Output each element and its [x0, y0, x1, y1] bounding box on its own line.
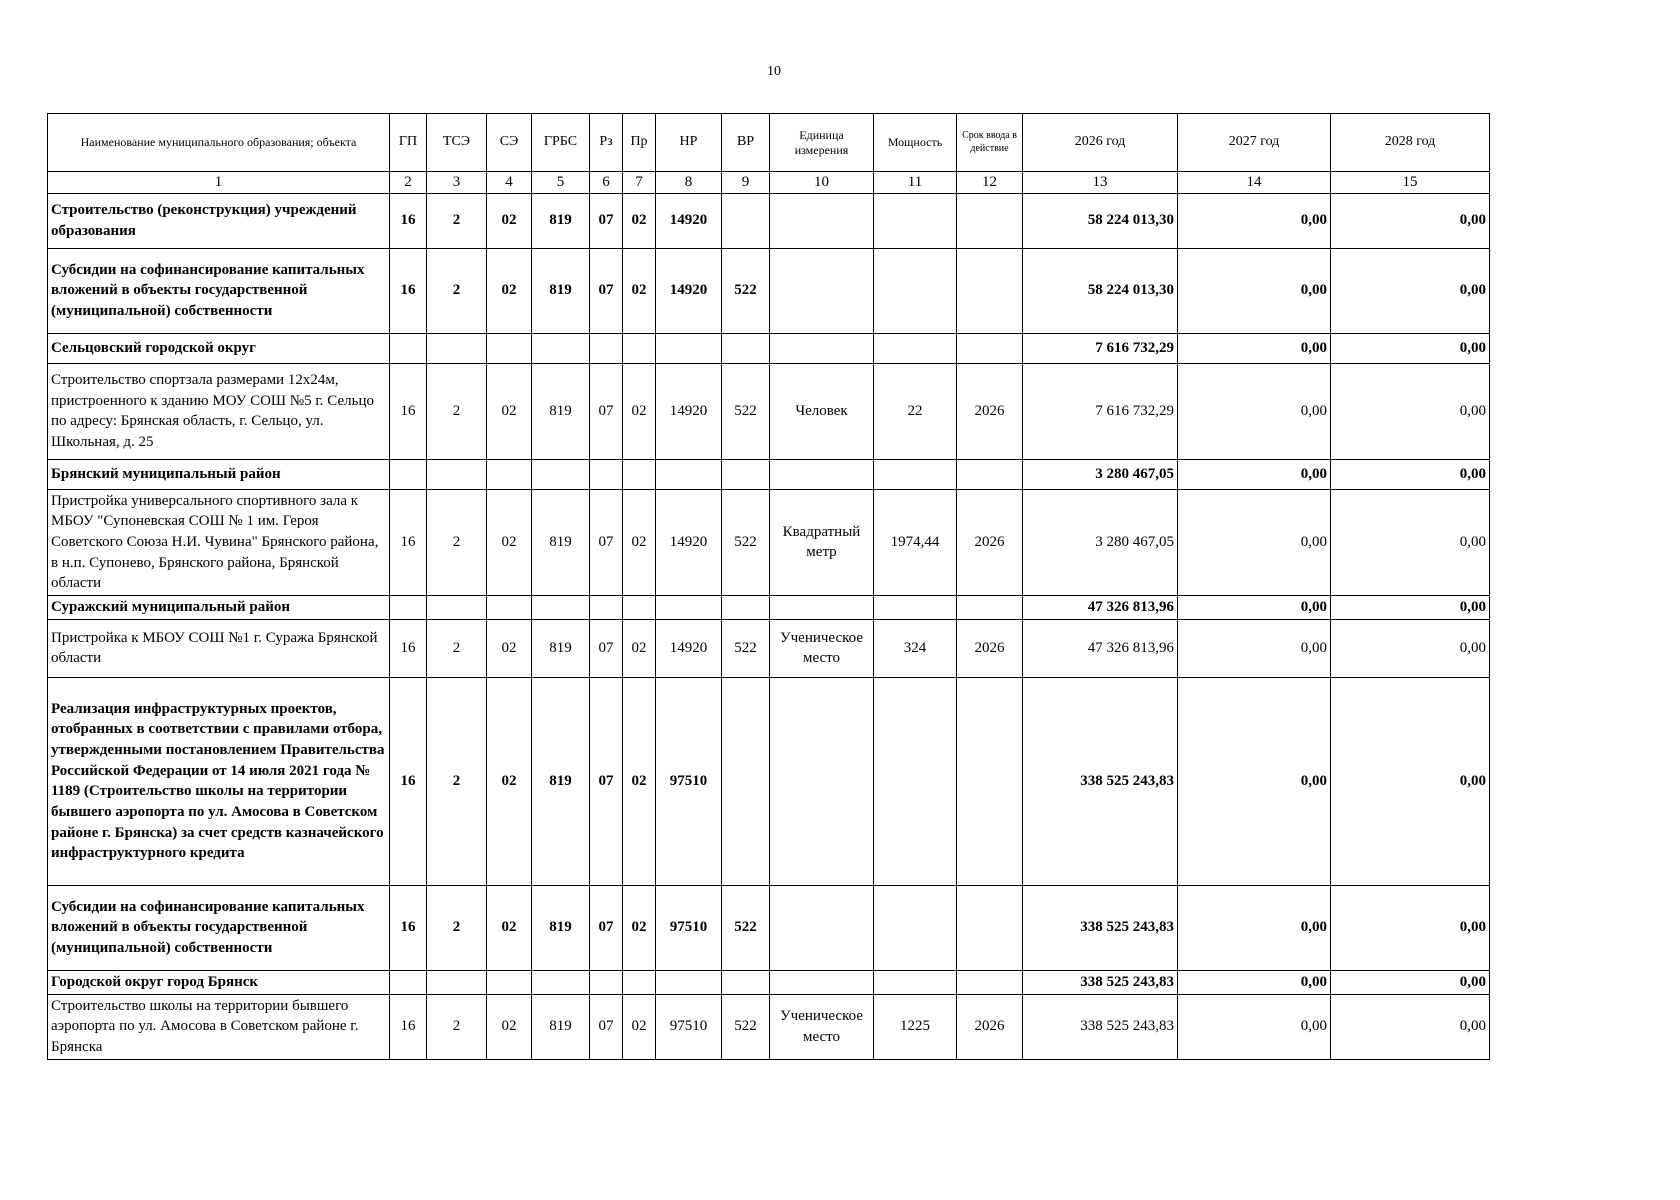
cell-grbs	[532, 333, 590, 363]
row-name: Субсидии на софинансирование капитальных вложений в объекты государственной (муниципальной) собственности	[48, 885, 390, 970]
cell-2028: 0,00	[1331, 363, 1490, 459]
cell-capacity	[874, 193, 957, 248]
cell-2028: 0,00	[1331, 193, 1490, 248]
col-number: 10	[770, 172, 874, 194]
row-name: Пристройка к МБОУ СОШ №1 г. Суража Брянской области	[48, 619, 390, 677]
cell-rz: 07	[590, 994, 623, 1059]
cell-pr	[623, 970, 656, 994]
cell-grbs: 819	[532, 248, 590, 333]
cell-capacity: 1974,44	[874, 489, 957, 595]
cell-unit	[770, 459, 874, 489]
cell-unit	[770, 193, 874, 248]
row-name: Суражский муниципальный район	[48, 596, 390, 620]
col-number: 7	[623, 172, 656, 194]
cell-2027: 0,00	[1178, 885, 1331, 970]
cell-tse	[427, 459, 487, 489]
cell-tse	[427, 333, 487, 363]
cell-2027: 0,00	[1178, 333, 1331, 363]
cell-vr: 522	[722, 363, 770, 459]
col-number: 2	[390, 172, 427, 194]
cell-unit	[770, 677, 874, 885]
cell-rz: 07	[590, 363, 623, 459]
table-row-section	[48, 596, 1490, 620]
cell-vr: 522	[722, 248, 770, 333]
cell-gp	[390, 970, 427, 994]
cell-grbs: 819	[532, 677, 590, 885]
row-name: Строительство (реконструкция) учреждений образования	[48, 193, 390, 248]
cell-gp	[390, 333, 427, 363]
cell-2026: 58 224 013,30	[1023, 248, 1178, 333]
cell-gp: 16	[390, 248, 427, 333]
col-number: 12	[957, 172, 1023, 194]
cell-2027: 0,00	[1178, 459, 1331, 489]
col-header-term: Срок ввода в действие	[957, 114, 1023, 172]
cell-nr: 14920	[656, 248, 722, 333]
row-name: Реализация инфраструктурных проектов, отобранных в соответствии с правилами отбора, утвержденными постановлением Правительства Российской Федерации от 14 июля 2021 года № 1189 (Строительство школы на территории бывшего аэропорта по ул. Амосова в Советском районе г. Брянска) за счет средств казначейского инфраструктурного кредита	[48, 677, 390, 885]
cell-term: 2026	[957, 994, 1023, 1059]
col-number: 15	[1331, 172, 1490, 194]
cell-term	[957, 459, 1023, 489]
cell-nr: 97510	[656, 885, 722, 970]
cell-unit: Человек	[770, 363, 874, 459]
col-number: 11	[874, 172, 957, 194]
cell-tse	[427, 596, 487, 620]
table-row-object	[48, 489, 1490, 595]
cell-grbs: 819	[532, 994, 590, 1059]
cell-nr: 14920	[656, 489, 722, 595]
cell-se: 02	[487, 994, 532, 1059]
cell-2026: 58 224 013,30	[1023, 193, 1178, 248]
cell-pr: 02	[623, 489, 656, 595]
cell-se	[487, 970, 532, 994]
cell-unit	[770, 885, 874, 970]
cell-2026: 7 616 732,29	[1023, 333, 1178, 363]
cell-rz: 07	[590, 248, 623, 333]
cell-grbs: 819	[532, 885, 590, 970]
cell-2028: 0,00	[1331, 619, 1490, 677]
cell-capacity	[874, 248, 957, 333]
cell-rz: 07	[590, 677, 623, 885]
cell-vr	[722, 193, 770, 248]
table-row-object	[48, 994, 1490, 1059]
cell-tse: 2	[427, 248, 487, 333]
cell-nr	[656, 596, 722, 620]
budget-table	[47, 113, 1490, 1060]
cell-grbs: 819	[532, 363, 590, 459]
cell-pr: 02	[623, 677, 656, 885]
cell-grbs: 819	[532, 193, 590, 248]
cell-gp: 16	[390, 363, 427, 459]
table-row-section	[48, 970, 1490, 994]
cell-vr: 522	[722, 994, 770, 1059]
cell-pr	[623, 333, 656, 363]
cell-gp: 16	[390, 885, 427, 970]
cell-vr: 522	[722, 619, 770, 677]
row-name: Строительство школы на территории бывшего аэропорта по ул. Амосова в Советском районе г. Брянска	[48, 994, 390, 1059]
cell-nr	[656, 459, 722, 489]
cell-vr: 522	[722, 885, 770, 970]
col-number: 9	[722, 172, 770, 194]
cell-2028: 0,00	[1331, 489, 1490, 595]
cell-capacity	[874, 970, 957, 994]
cell-term	[957, 248, 1023, 333]
cell-2027: 0,00	[1178, 619, 1331, 677]
cell-rz: 07	[590, 885, 623, 970]
cell-2028: 0,00	[1331, 333, 1490, 363]
cell-nr: 97510	[656, 994, 722, 1059]
table-row-section	[48, 333, 1490, 363]
page-number: 10	[767, 64, 781, 79]
col-header-vr: ВР	[722, 114, 770, 172]
cell-grbs: 819	[532, 489, 590, 595]
cell-vr: 522	[722, 489, 770, 595]
cell-term	[957, 193, 1023, 248]
cell-gp: 16	[390, 619, 427, 677]
cell-capacity	[874, 885, 957, 970]
cell-gp: 16	[390, 677, 427, 885]
cell-nr: 97510	[656, 677, 722, 885]
cell-2026: 338 525 243,83	[1023, 994, 1178, 1059]
cell-se: 02	[487, 489, 532, 595]
table-row-section	[48, 248, 1490, 333]
cell-rz: 07	[590, 193, 623, 248]
cell-tse: 2	[427, 619, 487, 677]
cell-term: 2026	[957, 619, 1023, 677]
cell-rz	[590, 459, 623, 489]
cell-unit	[770, 970, 874, 994]
col-header-unit: Единица измерения	[770, 114, 874, 172]
cell-nr: 14920	[656, 619, 722, 677]
cell-vr	[722, 970, 770, 994]
cell-2026: 47 326 813,96	[1023, 596, 1178, 620]
cell-term	[957, 677, 1023, 885]
table-row-section	[48, 459, 1490, 489]
table-body	[48, 193, 1490, 1059]
cell-se: 02	[487, 248, 532, 333]
cell-term: 2026	[957, 363, 1023, 459]
row-name: Брянский муниципальный район	[48, 459, 390, 489]
cell-2028: 0,00	[1331, 994, 1490, 1059]
cell-capacity	[874, 596, 957, 620]
col-header-2028: 2028 год	[1331, 114, 1490, 172]
cell-2028: 0,00	[1331, 248, 1490, 333]
cell-se	[487, 596, 532, 620]
cell-pr: 02	[623, 619, 656, 677]
cell-rz	[590, 333, 623, 363]
cell-2026: 338 525 243,83	[1023, 970, 1178, 994]
cell-pr: 02	[623, 363, 656, 459]
cell-rz	[590, 970, 623, 994]
cell-grbs	[532, 970, 590, 994]
cell-se: 02	[487, 677, 532, 885]
cell-nr: 14920	[656, 193, 722, 248]
column-number-row	[48, 172, 1490, 194]
cell-se	[487, 333, 532, 363]
cell-grbs	[532, 459, 590, 489]
col-header-tse: ТСЭ	[427, 114, 487, 172]
cell-vr	[722, 677, 770, 885]
cell-se: 02	[487, 619, 532, 677]
col-number: 8	[656, 172, 722, 194]
col-number: 5	[532, 172, 590, 194]
cell-nr	[656, 970, 722, 994]
col-number: 1	[48, 172, 390, 194]
cell-2027: 0,00	[1178, 489, 1331, 595]
cell-2028: 0,00	[1331, 596, 1490, 620]
row-name: Сельцовский городской округ	[48, 333, 390, 363]
cell-2027: 0,00	[1178, 596, 1331, 620]
cell-unit	[770, 248, 874, 333]
col-number: 13	[1023, 172, 1178, 194]
table-row-object	[48, 363, 1490, 459]
cell-tse: 2	[427, 994, 487, 1059]
col-header-grbs: ГРБС	[532, 114, 590, 172]
cell-rz	[590, 596, 623, 620]
cell-capacity: 324	[874, 619, 957, 677]
cell-2027: 0,00	[1178, 994, 1331, 1059]
cell-2028: 0,00	[1331, 677, 1490, 885]
col-header-gp: ГП	[390, 114, 427, 172]
table-row-section	[48, 885, 1490, 970]
cell-nr: 14920	[656, 363, 722, 459]
cell-tse: 2	[427, 363, 487, 459]
cell-capacity	[874, 333, 957, 363]
cell-vr	[722, 333, 770, 363]
cell-pr: 02	[623, 248, 656, 333]
cell-vr	[722, 596, 770, 620]
cell-se	[487, 459, 532, 489]
col-number: 4	[487, 172, 532, 194]
col-header-2027: 2027 год	[1178, 114, 1331, 172]
cell-2026: 3 280 467,05	[1023, 459, 1178, 489]
row-name: Субсидии на софинансирование капитальных вложений в объекты государственной (муниципальной) собственности	[48, 248, 390, 333]
cell-se: 02	[487, 885, 532, 970]
cell-se: 02	[487, 363, 532, 459]
col-header-se: СЭ	[487, 114, 532, 172]
cell-tse: 2	[427, 489, 487, 595]
cell-rz: 07	[590, 619, 623, 677]
col-header-nr: НР	[656, 114, 722, 172]
cell-pr	[623, 596, 656, 620]
cell-gp	[390, 459, 427, 489]
row-name: Строительство спортзала размерами 12х24м, пристроенного к зданию МОУ СОШ №5 г. Сельцо по адресу: Брянская область, г. Сельцо, ул. Школьная, д. 25	[48, 363, 390, 459]
cell-term	[957, 885, 1023, 970]
cell-term	[957, 333, 1023, 363]
cell-tse: 2	[427, 677, 487, 885]
cell-2028: 0,00	[1331, 459, 1490, 489]
cell-vr	[722, 459, 770, 489]
col-header-name: Наименование муниципального образования; объекта	[48, 114, 390, 172]
cell-pr: 02	[623, 885, 656, 970]
cell-2026: 3 280 467,05	[1023, 489, 1178, 595]
cell-capacity	[874, 677, 957, 885]
header-row	[48, 114, 1490, 172]
cell-unit	[770, 596, 874, 620]
cell-capacity	[874, 459, 957, 489]
cell-unit: Квадратный метр	[770, 489, 874, 595]
cell-tse: 2	[427, 193, 487, 248]
cell-2027: 0,00	[1178, 248, 1331, 333]
cell-se: 02	[487, 193, 532, 248]
col-number: 14	[1178, 172, 1331, 194]
table-row-section	[48, 677, 1490, 885]
cell-pr: 02	[623, 994, 656, 1059]
cell-gp: 16	[390, 994, 427, 1059]
cell-nr	[656, 333, 722, 363]
cell-2027: 0,00	[1178, 193, 1331, 248]
cell-2027: 0,00	[1178, 363, 1331, 459]
cell-2028: 0,00	[1331, 885, 1490, 970]
cell-gp	[390, 596, 427, 620]
cell-pr	[623, 459, 656, 489]
cell-term	[957, 596, 1023, 620]
cell-tse: 2	[427, 885, 487, 970]
cell-gp: 16	[390, 193, 427, 248]
col-number: 6	[590, 172, 623, 194]
col-header-2026: 2026 год	[1023, 114, 1178, 172]
cell-rz: 07	[590, 489, 623, 595]
cell-grbs	[532, 596, 590, 620]
row-name: Городской округ город Брянск	[48, 970, 390, 994]
cell-unit: Ученическое место	[770, 619, 874, 677]
cell-2028: 0,00	[1331, 970, 1490, 994]
cell-pr: 02	[623, 193, 656, 248]
cell-capacity: 22	[874, 363, 957, 459]
cell-unit	[770, 333, 874, 363]
cell-2026: 338 525 243,83	[1023, 885, 1178, 970]
col-number: 3	[427, 172, 487, 194]
col-header-rz: Рз	[590, 114, 623, 172]
cell-unit: Ученическое место	[770, 994, 874, 1059]
cell-2027: 0,00	[1178, 970, 1331, 994]
cell-2026: 7 616 732,29	[1023, 363, 1178, 459]
cell-grbs: 819	[532, 619, 590, 677]
cell-gp: 16	[390, 489, 427, 595]
cell-term: 2026	[957, 489, 1023, 595]
table-row-object	[48, 619, 1490, 677]
cell-tse	[427, 970, 487, 994]
row-name: Пристройка универсального спортивного зала к МБОУ "Супоневская СОШ № 1 им. Героя Советского Союза Н.И. Чувина" Брянского района, в н.п. Супонево, Брянского района, Брянской области	[48, 489, 390, 595]
col-header-capacity: Мощность	[874, 114, 957, 172]
cell-2026: 47 326 813,96	[1023, 619, 1178, 677]
cell-2027: 0,00	[1178, 677, 1331, 885]
col-header-pr: Пр	[623, 114, 656, 172]
cell-capacity: 1225	[874, 994, 957, 1059]
cell-2026: 338 525 243,83	[1023, 677, 1178, 885]
cell-term	[957, 970, 1023, 994]
table-row-section	[48, 193, 1490, 248]
